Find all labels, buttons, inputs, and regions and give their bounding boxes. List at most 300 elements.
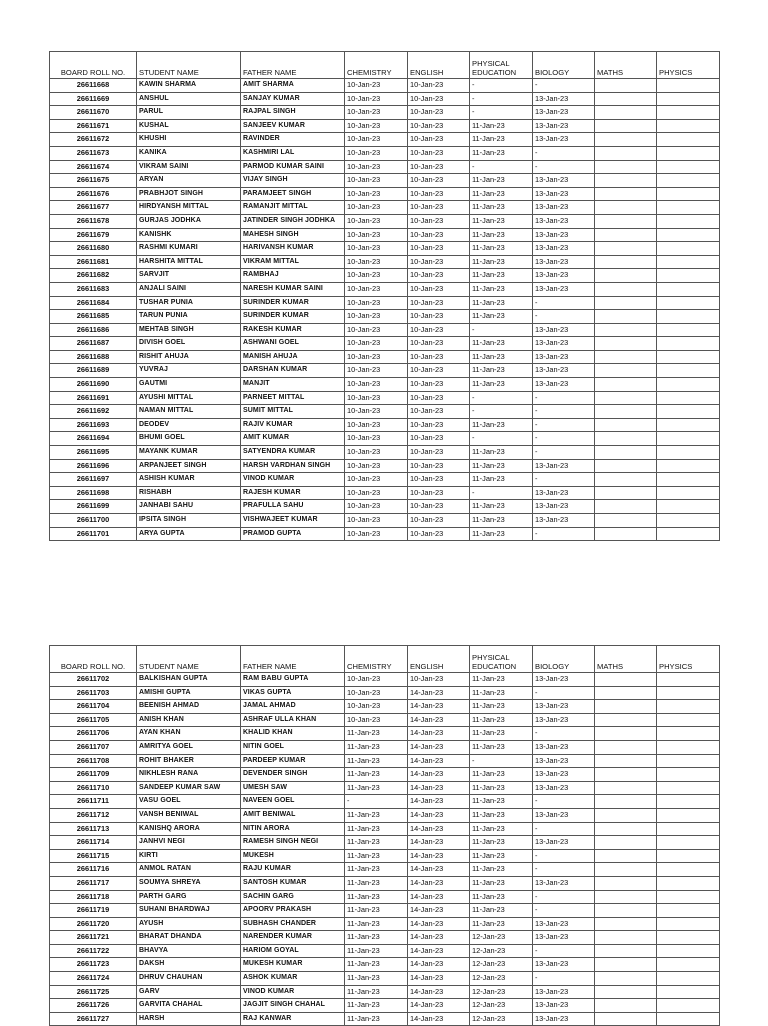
cell-father-name: MAHESH SINGH [241, 228, 345, 242]
cell-student-name: MAYANK KUMAR [137, 446, 241, 460]
cell-biology: 13-Jan-23 [533, 486, 595, 500]
column-header-english: ENGLISH [408, 646, 470, 673]
cell-maths [595, 527, 657, 541]
cell-physical-education: 11-Jan-23 [470, 740, 533, 754]
header-row [50, 52, 720, 79]
cell-physical-education: 12-Jan-23 [470, 999, 533, 1013]
cell-biology: 13-Jan-23 [533, 700, 595, 714]
cell-chemistry: 10-Jan-23 [345, 201, 408, 215]
cell-biology: 13-Jan-23 [533, 500, 595, 514]
cell-father-name: RAMBHAJ [241, 269, 345, 283]
cell-physical-education: 12-Jan-23 [470, 944, 533, 958]
column-header-student-name: STUDENT NAME [137, 646, 241, 673]
cell-maths [595, 917, 657, 931]
cell-english: 14-Jan-23 [408, 863, 470, 877]
cell-biology: 13-Jan-23 [533, 282, 595, 296]
cell-student-name: AYUSH [137, 917, 241, 931]
cell-father-name: MANISH AHUJA [241, 350, 345, 364]
cell-english: 14-Jan-23 [408, 944, 470, 958]
cell-maths [595, 849, 657, 863]
cell-maths [595, 795, 657, 809]
cell-maths [595, 201, 657, 215]
cell-maths [595, 727, 657, 741]
column-header-physics: PHYSICS [657, 646, 720, 673]
cell-father-name: DARSHAN KUMAR [241, 364, 345, 378]
cell-english: 10-Jan-23 [408, 323, 470, 337]
table-row [50, 418, 720, 432]
table-row [50, 700, 720, 714]
cell-roll-no: 26611670 [50, 106, 137, 120]
cell-student-name: KANISHQ ARORA [137, 822, 241, 836]
cell-student-name: NAMAN MITTAL [137, 405, 241, 419]
cell-chemistry: 11-Jan-23 [345, 931, 408, 945]
cell-english: 10-Jan-23 [408, 673, 470, 687]
cell-maths [595, 958, 657, 972]
cell-biology: 13-Jan-23 [533, 836, 595, 850]
table-row [50, 146, 720, 160]
cell-student-name: GURJAS JODHKA [137, 214, 241, 228]
cell-roll-no: 26611706 [50, 727, 137, 741]
cell-physical-education: - [470, 106, 533, 120]
cell-biology: - [533, 79, 595, 93]
cell-chemistry: 11-Jan-23 [345, 1012, 408, 1026]
cell-father-name: JAMAL AHMAD [241, 700, 345, 714]
cell-father-name: SURINDER KUMAR [241, 296, 345, 310]
cell-student-name: ASHISH KUMAR [137, 473, 241, 487]
cell-father-name: KASHMIRI LAL [241, 146, 345, 160]
cell-roll-no: 26611685 [50, 310, 137, 324]
cell-father-name: SANJAY KUMAR [241, 92, 345, 106]
cell-father-name: NARENDER KUMAR [241, 931, 345, 945]
cell-physical-education: 11-Jan-23 [470, 228, 533, 242]
cell-biology: 13-Jan-23 [533, 255, 595, 269]
cell-maths [595, 79, 657, 93]
table-row [50, 459, 720, 473]
table-row [50, 79, 720, 93]
cell-biology: 13-Jan-23 [533, 985, 595, 999]
cell-physical-education: 11-Jan-23 [470, 917, 533, 931]
cell-biology: 13-Jan-23 [533, 364, 595, 378]
table-row [50, 282, 720, 296]
cell-physical-education: 11-Jan-23 [470, 255, 533, 269]
cell-chemistry: 10-Jan-23 [345, 228, 408, 242]
table-row [50, 836, 720, 850]
cell-roll-no: 26611726 [50, 999, 137, 1013]
cell-student-name: ARYAN [137, 174, 241, 188]
cell-chemistry: 10-Jan-23 [345, 418, 408, 432]
cell-english: 14-Jan-23 [408, 768, 470, 782]
cell-roll-no: 26611679 [50, 228, 137, 242]
cell-maths [595, 337, 657, 351]
cell-english: 14-Jan-23 [408, 985, 470, 999]
cell-biology: - [533, 405, 595, 419]
cell-roll-no: 26611684 [50, 296, 137, 310]
cell-physical-education: 11-Jan-23 [470, 446, 533, 460]
cell-physical-education: 11-Jan-23 [470, 795, 533, 809]
table-row [50, 119, 720, 133]
table-row [50, 673, 720, 687]
cell-student-name: GARV [137, 985, 241, 999]
cell-physical-education: 11-Jan-23 [470, 473, 533, 487]
cell-english: 14-Jan-23 [408, 808, 470, 822]
cell-father-name: VISHWAJEET KUMAR [241, 514, 345, 528]
cell-english: 14-Jan-23 [408, 700, 470, 714]
table-row [50, 822, 720, 836]
cell-maths [595, 214, 657, 228]
cell-english: 10-Jan-23 [408, 269, 470, 283]
cell-physics [657, 876, 720, 890]
cell-english: 14-Jan-23 [408, 972, 470, 986]
cell-maths [595, 713, 657, 727]
cell-roll-no: 26611668 [50, 79, 137, 93]
cell-father-name: MUKESH [241, 849, 345, 863]
cell-maths [595, 228, 657, 242]
table-row [50, 727, 720, 741]
column-header-roll-no: BOARD ROLL NO. [50, 646, 137, 673]
cell-roll-no: 26611686 [50, 323, 137, 337]
cell-student-name: DIVISH GOEL [137, 337, 241, 351]
cell-biology: 13-Jan-23 [533, 269, 595, 283]
cell-maths [595, 904, 657, 918]
cell-chemistry: - [345, 795, 408, 809]
cell-biology: - [533, 686, 595, 700]
cell-roll-no: 26611689 [50, 364, 137, 378]
cell-father-name: ASHRAF ULLA KHAN [241, 713, 345, 727]
cell-physics [657, 822, 720, 836]
cell-english: 10-Jan-23 [408, 350, 470, 364]
cell-biology: 13-Jan-23 [533, 133, 595, 147]
cell-physical-education: 11-Jan-23 [470, 119, 533, 133]
column-header-roll-no: BOARD ROLL NO. [50, 52, 137, 79]
cell-english: 10-Jan-23 [408, 473, 470, 487]
cell-chemistry: 11-Jan-23 [345, 768, 408, 782]
cell-chemistry: 10-Jan-23 [345, 686, 408, 700]
cell-physical-education: 11-Jan-23 [470, 133, 533, 147]
cell-student-name: PARUL [137, 106, 241, 120]
cell-maths [595, 92, 657, 106]
cell-chemistry: 10-Jan-23 [345, 432, 408, 446]
cell-biology: 13-Jan-23 [533, 459, 595, 473]
cell-chemistry: 11-Jan-23 [345, 863, 408, 877]
cell-english: 14-Jan-23 [408, 876, 470, 890]
cell-chemistry: 10-Jan-23 [345, 391, 408, 405]
cell-biology: - [533, 418, 595, 432]
cell-physics [657, 146, 720, 160]
cell-physics [657, 527, 720, 541]
cell-student-name: DHRUV CHAUHAN [137, 972, 241, 986]
cell-english: 10-Jan-23 [408, 133, 470, 147]
cell-student-name: BHUMI GOEL [137, 432, 241, 446]
cell-roll-no: 26611698 [50, 486, 137, 500]
cell-chemistry: 10-Jan-23 [345, 174, 408, 188]
cell-maths [595, 836, 657, 850]
cell-english: 10-Jan-23 [408, 391, 470, 405]
cell-roll-no: 26611712 [50, 808, 137, 822]
cell-biology: - [533, 904, 595, 918]
cell-student-name: BHAVYA [137, 944, 241, 958]
cell-student-name: SARVJIT [137, 269, 241, 283]
cell-biology: - [533, 822, 595, 836]
cell-biology: 13-Jan-23 [533, 228, 595, 242]
cell-english: 14-Jan-23 [408, 999, 470, 1013]
cell-biology: 13-Jan-23 [533, 917, 595, 931]
cell-physical-education: 11-Jan-23 [470, 836, 533, 850]
cell-chemistry: 10-Jan-23 [345, 255, 408, 269]
cell-physical-education: 12-Jan-23 [470, 985, 533, 999]
cell-maths [595, 446, 657, 460]
cell-roll-no: 26611676 [50, 187, 137, 201]
cell-biology: - [533, 849, 595, 863]
cell-biology: 13-Jan-23 [533, 323, 595, 337]
table-row [50, 432, 720, 446]
cell-physical-education: 11-Jan-23 [470, 686, 533, 700]
cell-roll-no: 26611696 [50, 459, 137, 473]
cell-physics [657, 514, 720, 528]
cell-father-name: JAGJIT SINGH CHAHAL [241, 999, 345, 1013]
cell-roll-no: 26611707 [50, 740, 137, 754]
cell-english: 10-Jan-23 [408, 527, 470, 541]
cell-maths [595, 768, 657, 782]
cell-roll-no: 26611708 [50, 754, 137, 768]
cell-physics [657, 418, 720, 432]
table-row [50, 740, 720, 754]
cell-father-name: AMIT BENIWAL [241, 808, 345, 822]
cell-chemistry: 11-Jan-23 [345, 972, 408, 986]
cell-physics [657, 673, 720, 687]
cell-physics [657, 391, 720, 405]
table-row [50, 187, 720, 201]
column-header-maths: MATHS [595, 52, 657, 79]
cell-biology: 13-Jan-23 [533, 242, 595, 256]
table-row [50, 713, 720, 727]
cell-chemistry: 10-Jan-23 [345, 282, 408, 296]
cell-chemistry: 10-Jan-23 [345, 146, 408, 160]
table-row [50, 160, 720, 174]
cell-physics [657, 808, 720, 822]
cell-physical-education: 11-Jan-23 [470, 418, 533, 432]
cell-physical-education: 11-Jan-23 [470, 378, 533, 392]
column-header-biology: BIOLOGY [533, 52, 595, 79]
cell-physical-education: 11-Jan-23 [470, 350, 533, 364]
cell-student-name: YUVRAJ [137, 364, 241, 378]
cell-chemistry: 10-Jan-23 [345, 378, 408, 392]
table-row [50, 92, 720, 106]
cell-student-name: AMRITYA GOEL [137, 740, 241, 754]
cell-physics [657, 364, 720, 378]
cell-physical-education: 11-Jan-23 [470, 337, 533, 351]
cell-english: 14-Jan-23 [408, 727, 470, 741]
cell-biology: - [533, 432, 595, 446]
cell-maths [595, 378, 657, 392]
cell-physical-education: 11-Jan-23 [470, 822, 533, 836]
cell-student-name: KANIKA [137, 146, 241, 160]
table-row [50, 890, 720, 904]
cell-chemistry: 10-Jan-23 [345, 700, 408, 714]
cell-physics [657, 269, 720, 283]
table-row [50, 405, 720, 419]
cell-english: 10-Jan-23 [408, 174, 470, 188]
cell-student-name: HARSHITA MITTAL [137, 255, 241, 269]
cell-biology: - [533, 146, 595, 160]
cell-chemistry: 11-Jan-23 [345, 740, 408, 754]
table-row [50, 849, 720, 863]
cell-chemistry: 10-Jan-23 [345, 269, 408, 283]
cell-maths [595, 863, 657, 877]
cell-roll-no: 26611681 [50, 255, 137, 269]
table-row [50, 323, 720, 337]
cell-biology: 13-Jan-23 [533, 808, 595, 822]
cell-biology: 13-Jan-23 [533, 514, 595, 528]
cell-physical-education: 11-Jan-23 [470, 514, 533, 528]
cell-maths [595, 808, 657, 822]
cell-student-name: BEENISH AHMAD [137, 700, 241, 714]
cell-physical-education: 11-Jan-23 [470, 146, 533, 160]
cell-student-name: KUSHAL [137, 119, 241, 133]
table-row [50, 754, 720, 768]
cell-maths [595, 931, 657, 945]
table-row [50, 214, 720, 228]
cell-father-name: NARESH KUMAR SAINI [241, 282, 345, 296]
cell-student-name: RISHIT AHUJA [137, 350, 241, 364]
column-header-father-name: FATHER NAME [241, 52, 345, 79]
cell-student-name: AYAN KHAN [137, 727, 241, 741]
cell-chemistry: 10-Jan-23 [345, 514, 408, 528]
cell-father-name: RAMESH SINGH NEGI [241, 836, 345, 850]
table-row [50, 242, 720, 256]
cell-chemistry: 11-Jan-23 [345, 904, 408, 918]
cell-maths [595, 876, 657, 890]
cell-chemistry: 10-Jan-23 [345, 133, 408, 147]
cell-physical-education: 12-Jan-23 [470, 931, 533, 945]
cell-roll-no: 26611678 [50, 214, 137, 228]
cell-maths [595, 418, 657, 432]
cell-english: 14-Jan-23 [408, 740, 470, 754]
cell-chemistry: 11-Jan-23 [345, 958, 408, 972]
cell-chemistry: 10-Jan-23 [345, 459, 408, 473]
cell-father-name: PRAFULLA SAHU [241, 500, 345, 514]
cell-physical-education: 11-Jan-23 [470, 727, 533, 741]
cell-roll-no: 26611677 [50, 201, 137, 215]
column-header-chemistry: CHEMISTRY [345, 52, 408, 79]
cell-physics [657, 79, 720, 93]
cell-father-name: SUMIT MITTAL [241, 405, 345, 419]
table-row [50, 876, 720, 890]
cell-chemistry: 11-Jan-23 [345, 822, 408, 836]
cell-roll-no: 26611725 [50, 985, 137, 999]
cell-maths [595, 160, 657, 174]
column-header-english: ENGLISH [408, 52, 470, 79]
cell-physical-education: 11-Jan-23 [470, 282, 533, 296]
cell-roll-no: 26611716 [50, 863, 137, 877]
cell-biology: 13-Jan-23 [533, 92, 595, 106]
cell-biology: 13-Jan-23 [533, 1012, 595, 1026]
cell-maths [595, 146, 657, 160]
cell-chemistry: 10-Jan-23 [345, 242, 408, 256]
cell-biology: - [533, 527, 595, 541]
cell-maths [595, 822, 657, 836]
cell-maths [595, 514, 657, 528]
cell-chemistry: 10-Jan-23 [345, 673, 408, 687]
cell-physics [657, 242, 720, 256]
cell-biology: 13-Jan-23 [533, 119, 595, 133]
cell-physical-education: 11-Jan-23 [470, 500, 533, 514]
cell-biology: - [533, 890, 595, 904]
cell-physical-education: - [470, 79, 533, 93]
cell-father-name: NAVEEN GOEL [241, 795, 345, 809]
cell-roll-no: 26611704 [50, 700, 137, 714]
cell-chemistry: 11-Jan-23 [345, 849, 408, 863]
table-row [50, 514, 720, 528]
cell-english: 14-Jan-23 [408, 1012, 470, 1026]
table-row [50, 917, 720, 931]
table-row [50, 795, 720, 809]
cell-maths [595, 700, 657, 714]
cell-chemistry: 11-Jan-23 [345, 944, 408, 958]
cell-father-name: RAJU KUMAR [241, 863, 345, 877]
cell-english: 10-Jan-23 [408, 418, 470, 432]
cell-maths [595, 255, 657, 269]
cell-physics [657, 473, 720, 487]
cell-roll-no: 26611699 [50, 500, 137, 514]
cell-roll-no: 26611680 [50, 242, 137, 256]
cell-physics [657, 378, 720, 392]
cell-maths [595, 985, 657, 999]
cell-father-name: AMIT KUMAR [241, 432, 345, 446]
table-row [50, 808, 720, 822]
cell-chemistry: 10-Jan-23 [345, 405, 408, 419]
cell-father-name: RAMANJIT MITTAL [241, 201, 345, 215]
cell-roll-no: 26611724 [50, 972, 137, 986]
cell-roll-no: 26611697 [50, 473, 137, 487]
cell-student-name: DEODEV [137, 418, 241, 432]
cell-maths [595, 350, 657, 364]
cell-chemistry: 10-Jan-23 [345, 92, 408, 106]
cell-physical-education: - [470, 323, 533, 337]
cell-physics [657, 201, 720, 215]
column-header-chemistry: CHEMISTRY [345, 646, 408, 673]
cell-chemistry: 11-Jan-23 [345, 754, 408, 768]
cell-roll-no: 26611717 [50, 876, 137, 890]
cell-physics [657, 958, 720, 972]
cell-student-name: ROHIT BHAKER [137, 754, 241, 768]
cell-chemistry: 11-Jan-23 [345, 781, 408, 795]
cell-student-name: TARUN PUNIA [137, 310, 241, 324]
cell-physical-education: 11-Jan-23 [470, 296, 533, 310]
cell-roll-no: 26611727 [50, 1012, 137, 1026]
cell-physics [657, 214, 720, 228]
cell-physical-education: 11-Jan-23 [470, 849, 533, 863]
cell-biology: 13-Jan-23 [533, 106, 595, 120]
table-row [50, 904, 720, 918]
cell-physics [657, 174, 720, 188]
cell-biology: 13-Jan-23 [533, 713, 595, 727]
cell-chemistry: 11-Jan-23 [345, 890, 408, 904]
cell-student-name: VIKRAM SAINI [137, 160, 241, 174]
cell-father-name: RAM BABU GUPTA [241, 673, 345, 687]
cell-english: 10-Jan-23 [408, 282, 470, 296]
cell-maths [595, 754, 657, 768]
cell-biology: - [533, 795, 595, 809]
cell-physical-education: 12-Jan-23 [470, 972, 533, 986]
cell-father-name: RAJPAL SINGH [241, 106, 345, 120]
cell-student-name: KHUSHI [137, 133, 241, 147]
cell-student-name: PARTH GARG [137, 890, 241, 904]
cell-roll-no: 26611669 [50, 92, 137, 106]
cell-chemistry: 10-Jan-23 [345, 350, 408, 364]
cell-chemistry: 10-Jan-23 [345, 473, 408, 487]
cell-chemistry: 10-Jan-23 [345, 527, 408, 541]
cell-father-name: PARNEET MITTAL [241, 391, 345, 405]
